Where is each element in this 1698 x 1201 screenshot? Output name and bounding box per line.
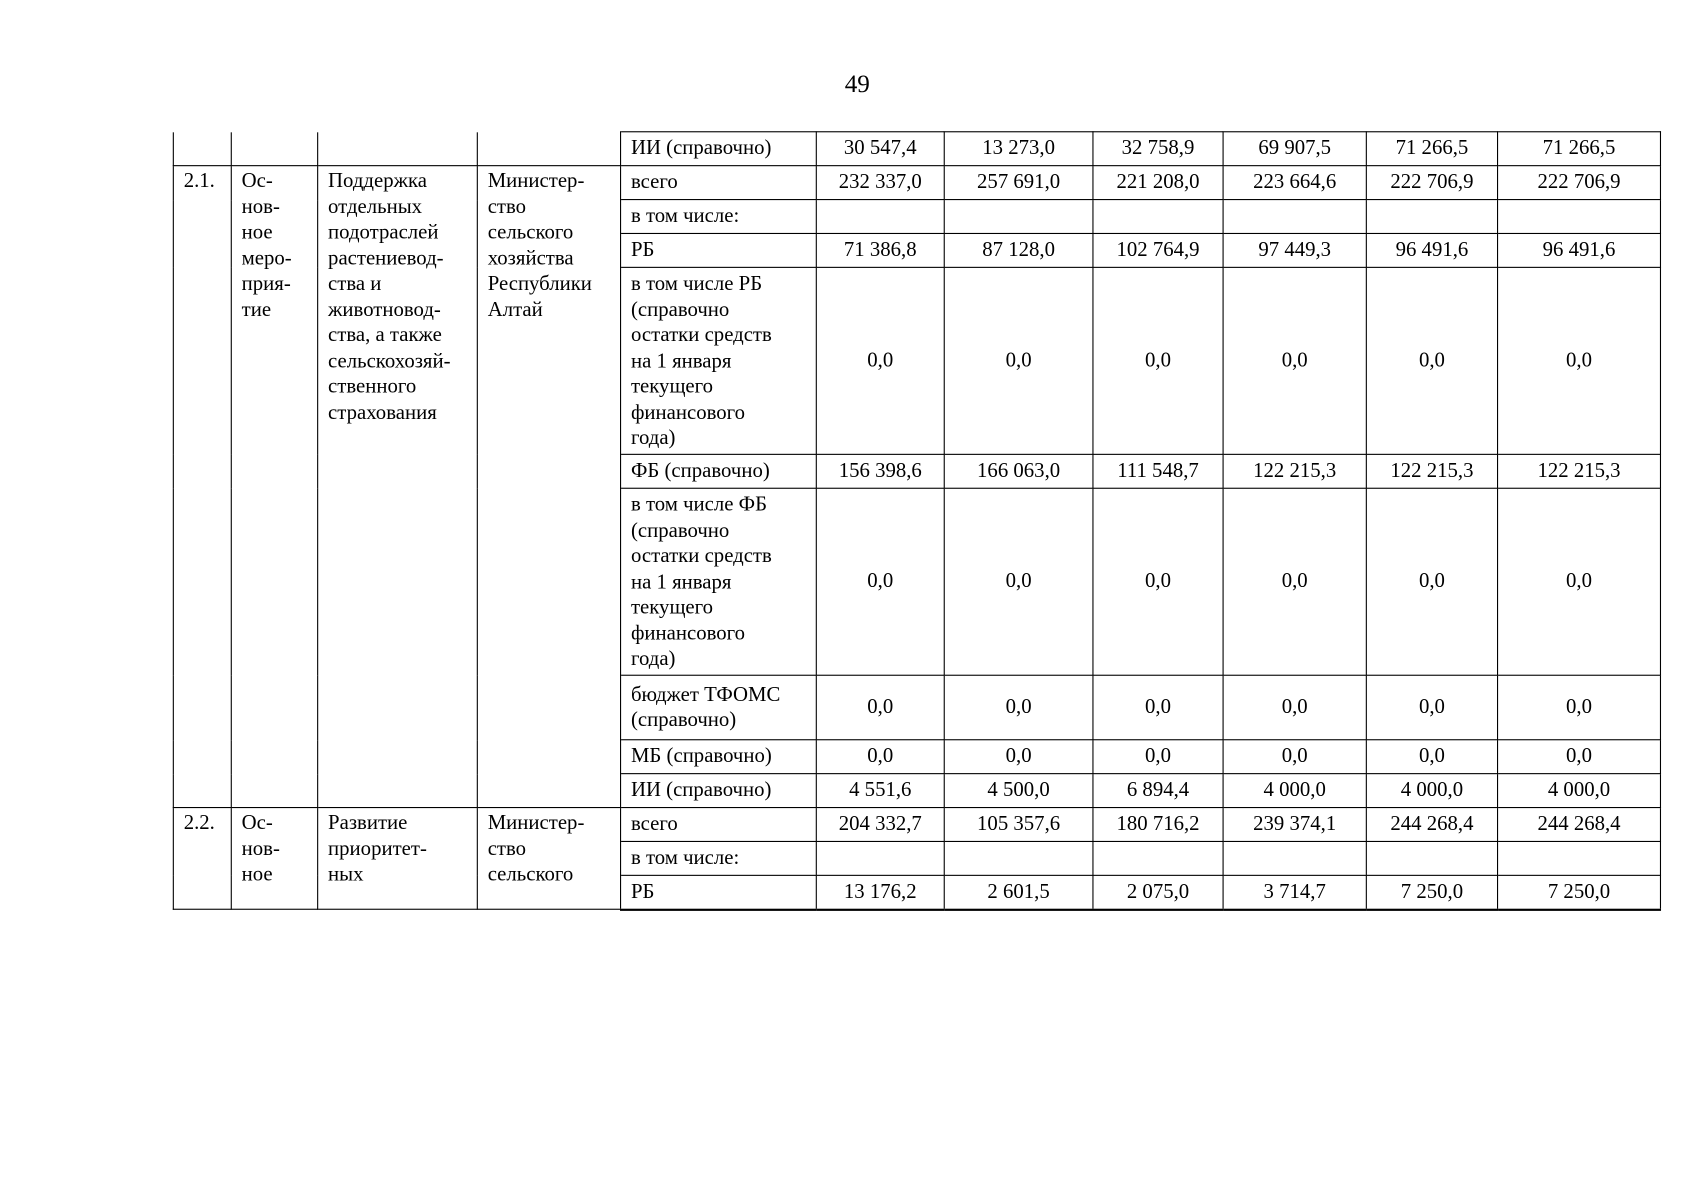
value-cell: 3 714,7 [1223, 875, 1366, 909]
value-cell: 111 548,7 [1093, 454, 1223, 488]
source-text-line: ФБ (справочно) [630, 459, 770, 483]
value-cell [1093, 841, 1223, 875]
value-cell: 4 551,6 [816, 774, 944, 808]
measure-name-text-line: ных [328, 862, 364, 886]
value-cell [1366, 200, 1497, 234]
source-text-line: финансового [630, 400, 746, 424]
measure-name [318, 808, 478, 910]
measure-number: 2.1. [173, 166, 231, 808]
measure-executor-text-line: ство [487, 837, 527, 861]
budget-table [173, 131, 1661, 910]
value-cell: 0,0 [816, 675, 944, 740]
measure-type-text-line: меро- [241, 246, 292, 270]
source-text-line: года) [630, 426, 676, 450]
value-cell: 0,0 [944, 267, 1093, 454]
measure-executor-text [488, 168, 620, 322]
value-cell: 6 894,4 [1093, 774, 1223, 808]
measure-executor-text-line: хозяйства [487, 246, 574, 270]
value-cell [1223, 200, 1366, 234]
page-number: 49 [844, 69, 870, 98]
value-cell [816, 841, 944, 875]
source-text-line: текущего [630, 595, 714, 619]
source-text [631, 682, 816, 733]
measure-executor-text-line: Республики [487, 272, 592, 296]
measure-executor [477, 166, 620, 808]
measure-executor-text-line: Министер- [487, 169, 585, 193]
source-cell [621, 675, 817, 740]
value-cell: 0,0 [1223, 488, 1366, 675]
measure-name-text-line: ства и [328, 272, 382, 296]
source-text-line: МБ (справочно) [630, 744, 772, 768]
value-cell: 232 337,0 [816, 166, 944, 200]
value-cell: 0,0 [1223, 675, 1366, 740]
value-cell: 4 000,0 [1498, 774, 1661, 808]
value-cell [1366, 841, 1497, 875]
source-text-line: в том числе РБ [630, 272, 763, 296]
value-cell: 0,0 [1366, 740, 1497, 774]
source-text [631, 492, 816, 672]
measure-type-text [242, 168, 317, 322]
value-cell: 244 268,4 [1366, 808, 1497, 842]
source-cell [621, 267, 817, 454]
source-text-line: (справочно [630, 518, 730, 542]
measure-executor-text-line: Алтай [487, 297, 543, 321]
value-cell: 102 764,9 [1093, 233, 1223, 267]
value-cell: 0,0 [944, 740, 1093, 774]
value-cell: 87 128,0 [944, 233, 1093, 267]
source-text-line: в том числе: [630, 846, 740, 870]
source-text [631, 879, 816, 905]
measure-executor [477, 808, 620, 910]
value-cell: 156 398,6 [816, 454, 944, 488]
value-cell: 222 706,9 [1366, 166, 1497, 200]
measure-executor-text-line: ство [487, 195, 527, 219]
value-cell: 0,0 [944, 675, 1093, 740]
measure-name-text-line: растениевод- [328, 246, 444, 270]
source-text-line: РБ [630, 880, 655, 904]
source-text [631, 170, 816, 196]
value-cell: 0,0 [1498, 740, 1661, 774]
table-row [173, 166, 1660, 200]
source-text [631, 238, 816, 264]
empty-cell [318, 132, 478, 166]
source-text-line: на 1 января [630, 349, 732, 373]
source-text-line: (справочно) [630, 708, 737, 732]
value-cell: 0,0 [1093, 740, 1223, 774]
measure-executor-text-line: Министер- [487, 811, 585, 835]
source-text-line: в том числе ФБ [630, 493, 768, 517]
value-cell [944, 841, 1093, 875]
value-cell: 0,0 [816, 740, 944, 774]
source-text-line: всего [630, 170, 678, 194]
measure-name-text-line: ственного [328, 375, 417, 399]
value-cell: 96 491,6 [1366, 233, 1497, 267]
source-cell [621, 488, 817, 675]
measure-type-text-line: ное [241, 862, 273, 886]
measure-type [231, 808, 317, 910]
value-cell: 0,0 [816, 267, 944, 454]
measure-type-text-line: нов- [241, 837, 280, 861]
value-cell: 166 063,0 [944, 454, 1093, 488]
measure-name-text-line: животновод- [328, 297, 441, 321]
empty-cell [231, 132, 317, 166]
value-cell: 122 215,3 [1498, 454, 1661, 488]
value-cell: 2 075,0 [1093, 875, 1223, 909]
value-cell: 0,0 [1223, 267, 1366, 454]
value-cell: 71 266,5 [1366, 132, 1497, 166]
measure-name-text-line: подотраслей [328, 220, 439, 244]
measure-name-text [328, 810, 477, 887]
value-cell: 0,0 [1366, 488, 1497, 675]
value-cell: 0,0 [1498, 267, 1661, 454]
value-cell [1498, 200, 1661, 234]
source-text-line: текущего [630, 375, 714, 399]
value-cell: 239 374,1 [1223, 808, 1366, 842]
value-cell [1223, 841, 1366, 875]
source-cell [621, 774, 817, 808]
value-cell [944, 200, 1093, 234]
value-cell: 7 250,0 [1498, 875, 1661, 909]
source-cell: ИИ (справочно) [621, 132, 817, 166]
source-cell [621, 740, 817, 774]
value-cell: 4 500,0 [944, 774, 1093, 808]
value-cell: 0,0 [1093, 675, 1223, 740]
value-cell: 32 758,9 [1093, 132, 1223, 166]
measure-type-text-line: прия- [241, 272, 291, 296]
source-text-line: остатки средств [630, 544, 772, 568]
source-text-line: в том числе: [630, 204, 740, 228]
value-cell: 122 215,3 [1366, 454, 1497, 488]
value-cell [1093, 200, 1223, 234]
source-text-line: на 1 января [630, 570, 732, 594]
value-cell: 13 273,0 [944, 132, 1093, 166]
source-cell [621, 454, 817, 488]
measure-name [318, 166, 478, 808]
source-text-line: остатки средств [630, 323, 772, 347]
source-text [631, 271, 816, 451]
source-text-line: финансового [630, 621, 746, 645]
value-cell: 204 332,7 [816, 808, 944, 842]
measure-name-text-line: сельскохозяй- [328, 349, 451, 373]
measure-type-text-line: Ос- [241, 811, 273, 835]
measure-name-text [328, 168, 477, 425]
value-cell: 0,0 [1366, 675, 1497, 740]
source-text [631, 778, 816, 804]
value-cell: 180 716,2 [1093, 808, 1223, 842]
measure-name-text-line: Поддержка [328, 169, 427, 193]
value-cell: 97 449,3 [1223, 233, 1366, 267]
source-text-line: (справочно [630, 297, 730, 321]
value-cell: 122 215,3 [1223, 454, 1366, 488]
value-cell: 0,0 [816, 488, 944, 675]
measure-type-text [242, 810, 317, 887]
source-cell [621, 875, 817, 909]
value-cell: 0,0 [1223, 740, 1366, 774]
source-cell [621, 841, 817, 875]
table-row-continuation [173, 132, 1660, 166]
value-cell: 96 491,6 [1498, 233, 1661, 267]
value-cell: 2 601,5 [944, 875, 1093, 909]
value-cell: 221 208,0 [1093, 166, 1223, 200]
source-text-line: бюджет ТФОМС [630, 682, 781, 706]
value-cell: 0,0 [1093, 267, 1223, 454]
value-cell: 257 691,0 [944, 166, 1093, 200]
value-cell: 71 386,8 [816, 233, 944, 267]
value-cell: 0,0 [944, 488, 1093, 675]
value-cell: 69 907,5 [1223, 132, 1366, 166]
measure-name-text-line: ства, а также [328, 323, 442, 347]
source-text [631, 744, 816, 770]
value-cell: 0,0 [1498, 675, 1661, 740]
value-cell: 7 250,0 [1366, 875, 1497, 909]
value-cell: 30 547,4 [816, 132, 944, 166]
measure-name-text-line: отдельных [328, 195, 423, 219]
empty-cell [173, 132, 231, 166]
source-cell [621, 200, 817, 234]
source-text-line: РБ [630, 238, 655, 262]
measure-type-text-line: нов- [241, 195, 280, 219]
value-cell: 223 664,6 [1223, 166, 1366, 200]
measure-executor-text [488, 810, 620, 887]
value-cell: 0,0 [1093, 488, 1223, 675]
value-cell [816, 200, 944, 234]
measure-executor-text-line: сельского [487, 862, 574, 886]
source-text-line: года) [630, 647, 676, 671]
source-text [631, 204, 816, 230]
measure-type-text-line: тие [241, 297, 272, 321]
measure-type [231, 166, 317, 808]
measure-name-text-line: страхования [328, 400, 437, 424]
measure-number: 2.2. [173, 808, 231, 910]
source-text [631, 458, 816, 484]
value-cell: 71 266,5 [1498, 132, 1661, 166]
value-cell: 222 706,9 [1498, 166, 1661, 200]
value-cell: 105 357,6 [944, 808, 1093, 842]
measure-type-text-line: Ос- [241, 169, 273, 193]
source-cell [621, 808, 817, 842]
source-cell [621, 166, 817, 200]
value-cell: 4 000,0 [1366, 774, 1497, 808]
value-cell: 0,0 [1366, 267, 1497, 454]
source-text [631, 812, 816, 838]
measure-name-text-line: приоритет- [328, 837, 427, 861]
value-cell: 0,0 [1498, 488, 1661, 675]
measure-name-text-line: Развитие [328, 811, 408, 835]
source-text [631, 846, 816, 872]
table-row [173, 808, 1660, 842]
table-body [173, 132, 1660, 909]
value-cell: 244 268,4 [1498, 808, 1661, 842]
empty-cell [477, 132, 620, 166]
value-cell [1498, 841, 1661, 875]
source-text-line: всего [630, 812, 678, 836]
measure-type-text-line: ное [241, 220, 273, 244]
value-cell: 13 176,2 [816, 875, 944, 909]
source-cell [621, 233, 817, 267]
value-cell: 4 000,0 [1223, 774, 1366, 808]
source-text-line: ИИ (справочно) [630, 778, 772, 802]
measure-executor-text-line: сельского [487, 220, 574, 244]
